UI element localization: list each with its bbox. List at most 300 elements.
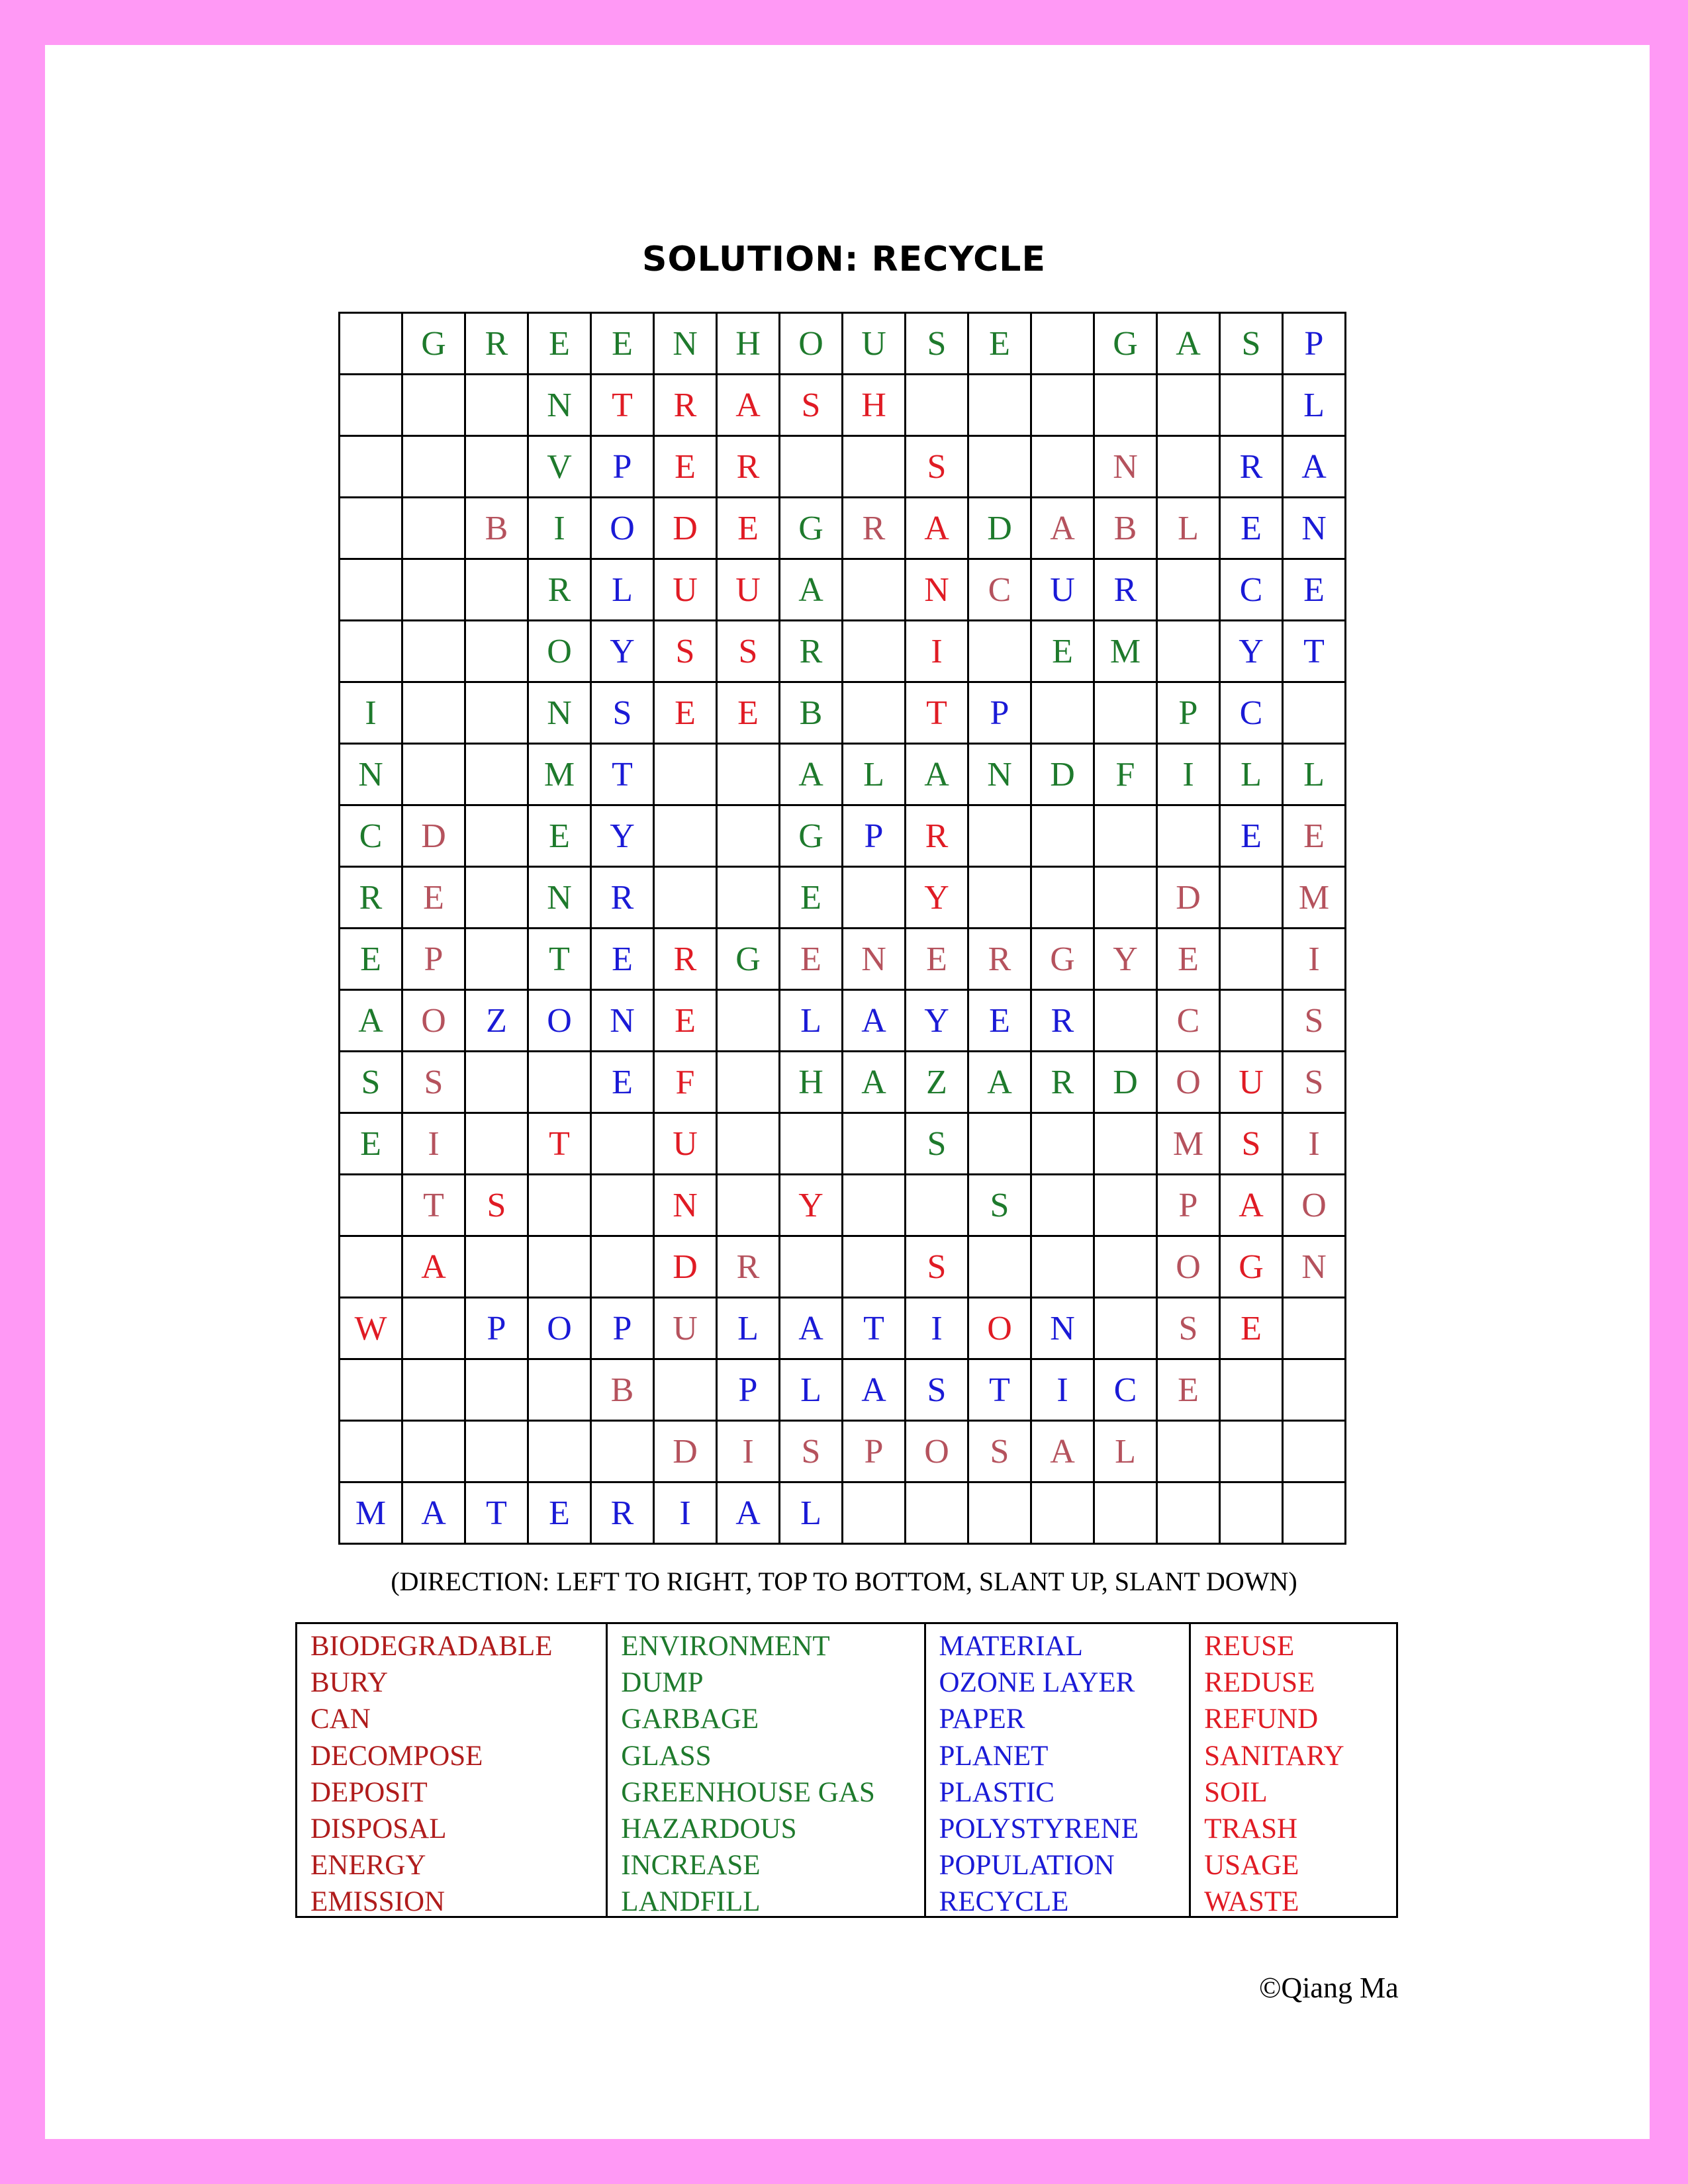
grid-cell: I <box>402 1113 465 1175</box>
grid-cell <box>1157 1482 1220 1544</box>
grid-cell <box>465 375 528 436</box>
copyright: ©Qiang Ma <box>1259 1972 1399 2004</box>
grid-cell: S <box>780 375 843 436</box>
grid-cell <box>1220 1359 1283 1421</box>
grid-row <box>340 1421 1346 1482</box>
grid-cell <box>402 498 465 559</box>
grid-cell: M <box>528 744 591 805</box>
grid-cell <box>1283 1421 1346 1482</box>
grid-cell: P <box>843 1421 906 1482</box>
grid-cell: R <box>591 1482 654 1544</box>
grid-cell <box>528 1421 591 1482</box>
grid-cell: A <box>968 1052 1031 1113</box>
grid-cell: S <box>968 1175 1031 1236</box>
grid-cell: B <box>591 1359 654 1421</box>
grid-cell: R <box>340 867 402 929</box>
grid-cell <box>465 559 528 621</box>
grid-cell: W <box>340 1298 402 1359</box>
grid-cell <box>717 1113 780 1175</box>
grid-cell: R <box>528 559 591 621</box>
grid-cell: N <box>1283 498 1346 559</box>
grid-cell <box>340 313 402 375</box>
word-list-item: SOIL <box>1204 1776 1268 1808</box>
grid-cell: L <box>591 559 654 621</box>
grid-cell <box>1220 929 1283 990</box>
word-list-item: BIODEGRADABLE <box>310 1631 553 1662</box>
grid-cell <box>968 1236 1031 1298</box>
grid-cell: S <box>654 621 717 682</box>
grid-cell: R <box>591 867 654 929</box>
grid-cell <box>402 559 465 621</box>
grid-cell: A <box>906 744 968 805</box>
word-list-item: PAPER <box>939 1704 1025 1735</box>
grid-cell: T <box>528 929 591 990</box>
word-list-item: GREENHOUSE GAS <box>621 1776 875 1808</box>
grid-cell: E <box>1220 498 1283 559</box>
grid-cell <box>717 744 780 805</box>
grid-cell: E <box>591 1052 654 1113</box>
grid-cell <box>591 1175 654 1236</box>
grid-cell: E <box>717 498 780 559</box>
grid-cell: N <box>968 744 1031 805</box>
grid-cell <box>654 805 717 867</box>
word-list-item: REUSE <box>1204 1631 1295 1662</box>
word-list-item: SANITARY <box>1204 1740 1344 1772</box>
grid-row <box>340 313 1346 375</box>
grid-cell: E <box>340 1113 402 1175</box>
grid-cell <box>968 867 1031 929</box>
grid-cell: C <box>1094 1359 1157 1421</box>
grid-cell: R <box>717 1236 780 1298</box>
grid-row <box>340 1236 1346 1298</box>
grid-cell: N <box>340 744 402 805</box>
grid-cell <box>1094 1113 1157 1175</box>
grid-row <box>340 1175 1346 1236</box>
grid-cell <box>906 375 968 436</box>
grid-cell: R <box>1094 559 1157 621</box>
grid-cell <box>402 1298 465 1359</box>
grid-cell <box>1094 682 1157 744</box>
word-list-item: MATERIAL <box>939 1631 1083 1662</box>
grid-cell: N <box>528 867 591 929</box>
grid-cell: O <box>1157 1052 1220 1113</box>
word-list-item: CAN <box>310 1704 371 1735</box>
grid-cell: O <box>968 1298 1031 1359</box>
grid-cell: A <box>1220 1175 1283 1236</box>
grid-cell: P <box>465 1298 528 1359</box>
grid-cell: E <box>591 929 654 990</box>
grid-row <box>340 621 1346 682</box>
grid-cell <box>465 929 528 990</box>
word-list-item: POPULATION <box>939 1850 1115 1882</box>
grid-cell: N <box>528 375 591 436</box>
grid-cell <box>465 1113 528 1175</box>
grid-cell: A <box>843 1052 906 1113</box>
grid-cell: M <box>1094 621 1157 682</box>
grid-cell: E <box>906 929 968 990</box>
grid-cell <box>1031 1482 1094 1544</box>
grid-cell: D <box>968 498 1031 559</box>
word-list-column <box>924 1624 1190 1916</box>
grid-cell: L <box>717 1298 780 1359</box>
grid-cell: T <box>402 1175 465 1236</box>
grid-cell: I <box>528 498 591 559</box>
grid-cell: M <box>1283 867 1346 929</box>
grid-cell <box>1031 805 1094 867</box>
grid-cell: E <box>1283 559 1346 621</box>
grid-cell: B <box>1094 498 1157 559</box>
grid-cell <box>717 805 780 867</box>
grid-cell: L <box>1157 498 1220 559</box>
grid-cell <box>1031 1175 1094 1236</box>
grid-cell: L <box>1220 744 1283 805</box>
grid-cell: S <box>1157 1298 1220 1359</box>
grid-cell: E <box>780 929 843 990</box>
grid-cell <box>340 498 402 559</box>
grid-row <box>340 867 1346 929</box>
grid-cell <box>465 1359 528 1421</box>
grid-cell: Z <box>906 1052 968 1113</box>
word-list-item: PLASTIC <box>939 1776 1055 1808</box>
grid-cell: G <box>1031 929 1094 990</box>
grid-cell <box>1031 375 1094 436</box>
grid-cell: A <box>717 375 780 436</box>
grid-cell <box>1031 1236 1094 1298</box>
grid-cell: S <box>717 621 780 682</box>
grid-cell: N <box>843 929 906 990</box>
grid-cell: S <box>402 1052 465 1113</box>
grid-cell: L <box>780 1482 843 1544</box>
grid-cell <box>1220 867 1283 929</box>
word-list <box>295 1622 1398 1918</box>
grid-row <box>340 1359 1346 1421</box>
grid-cell: E <box>528 1482 591 1544</box>
grid-cell <box>1031 436 1094 498</box>
grid-cell <box>402 682 465 744</box>
grid-cell <box>465 1421 528 1482</box>
grid-cell: I <box>1283 929 1346 990</box>
grid-cell: N <box>906 559 968 621</box>
grid-cell <box>1094 867 1157 929</box>
grid-cell <box>968 436 1031 498</box>
grid-cell: U <box>1220 1052 1283 1113</box>
grid-cell: E <box>402 867 465 929</box>
grid-cell: D <box>654 1421 717 1482</box>
grid-cell <box>402 436 465 498</box>
grid-cell <box>465 436 528 498</box>
grid-cell <box>1094 1175 1157 1236</box>
grid-cell <box>465 1236 528 1298</box>
grid-cell: S <box>1283 1052 1346 1113</box>
grid-cell: R <box>780 621 843 682</box>
grid-cell: T <box>591 744 654 805</box>
word-list-item: POLYSTYRENE <box>939 1813 1139 1845</box>
grid-cell: A <box>1157 313 1220 375</box>
word-list-item: BURY <box>310 1667 389 1699</box>
grid-cell: C <box>968 559 1031 621</box>
grid-cell: L <box>780 1359 843 1421</box>
grid-cell: P <box>402 929 465 990</box>
grid-cell: O <box>528 990 591 1052</box>
grid-cell: E <box>1220 1298 1283 1359</box>
grid-cell: A <box>1283 436 1346 498</box>
grid-cell: E <box>968 990 1031 1052</box>
word-list-item: REDUSE <box>1204 1667 1315 1699</box>
grid-cell <box>843 867 906 929</box>
page-title: SOLUTION: RECYCLE <box>642 240 1046 279</box>
grid-cell <box>1157 559 1220 621</box>
grid-cell <box>906 1482 968 1544</box>
grid-cell <box>968 1113 1031 1175</box>
grid-cell: T <box>465 1482 528 1544</box>
grid-cell <box>843 436 906 498</box>
grid-cell: A <box>1031 1421 1094 1482</box>
grid-cell <box>654 744 717 805</box>
grid-cell <box>1157 375 1220 436</box>
grid-cell <box>465 621 528 682</box>
grid-row <box>340 744 1346 805</box>
grid-cell: P <box>717 1359 780 1421</box>
grid-cell: R <box>1220 436 1283 498</box>
grid-cell: S <box>1220 313 1283 375</box>
grid-cell <box>1094 805 1157 867</box>
grid-cell: S <box>591 682 654 744</box>
grid-cell <box>843 559 906 621</box>
grid-cell <box>1094 1482 1157 1544</box>
grid-cell: T <box>528 1113 591 1175</box>
grid-cell <box>591 1113 654 1175</box>
grid-cell <box>968 1482 1031 1544</box>
word-list-column <box>1189 1624 1396 1916</box>
grid-cell <box>465 805 528 867</box>
grid-cell <box>1283 1359 1346 1421</box>
direction-note: (DIRECTION: LEFT TO RIGHT, TOP TO BOTTOM, SLANT UP, SLANT DOWN) <box>391 1567 1297 1596</box>
grid-cell: E <box>1283 805 1346 867</box>
grid-cell <box>1031 682 1094 744</box>
grid-cell: D <box>1094 1052 1157 1113</box>
grid-cell: A <box>780 559 843 621</box>
grid-cell <box>717 1052 780 1113</box>
grid-cell <box>1031 867 1094 929</box>
grid-cell <box>780 1236 843 1298</box>
grid-cell: Y <box>906 867 968 929</box>
grid-cell: V <box>528 436 591 498</box>
grid-cell: M <box>340 1482 402 1544</box>
grid-cell: G <box>780 498 843 559</box>
grid-cell <box>1157 436 1220 498</box>
grid-cell: D <box>654 1236 717 1298</box>
grid-cell <box>528 1052 591 1113</box>
grid-cell: P <box>1283 313 1346 375</box>
grid-cell: A <box>402 1482 465 1544</box>
grid-cell: R <box>843 498 906 559</box>
word-list-column <box>297 1624 606 1916</box>
grid-cell: S <box>906 1113 968 1175</box>
grid-row <box>340 682 1346 744</box>
grid-cell: E <box>1220 805 1283 867</box>
grid-cell: I <box>1283 1113 1346 1175</box>
word-list-item: ENVIRONMENT <box>621 1631 830 1662</box>
grid-cell <box>843 1113 906 1175</box>
grid-cell: N <box>1283 1236 1346 1298</box>
grid-cell: L <box>843 744 906 805</box>
grid-cell <box>1283 682 1346 744</box>
grid-cell: I <box>654 1482 717 1544</box>
grid-cell: R <box>1031 1052 1094 1113</box>
grid-cell: S <box>968 1421 1031 1482</box>
grid-cell: T <box>1283 621 1346 682</box>
grid-cell <box>465 867 528 929</box>
word-list-item: TRASH <box>1204 1813 1298 1845</box>
grid-cell: O <box>528 1298 591 1359</box>
grid-cell <box>465 682 528 744</box>
grid-cell: E <box>654 436 717 498</box>
grid-cell: Z <box>465 990 528 1052</box>
grid-cell <box>340 1421 402 1482</box>
grid-cell <box>843 621 906 682</box>
grid-cell <box>465 1052 528 1113</box>
grid-cell: P <box>1157 1175 1220 1236</box>
grid-cell <box>1094 990 1157 1052</box>
word-list-item: GARBAGE <box>621 1704 759 1735</box>
grid-cell: E <box>654 990 717 1052</box>
grid-cell <box>402 744 465 805</box>
grid-cell: A <box>402 1236 465 1298</box>
grid-cell: C <box>340 805 402 867</box>
grid-cell <box>1094 375 1157 436</box>
grid-cell <box>780 1113 843 1175</box>
grid-cell: E <box>1031 621 1094 682</box>
grid-cell: N <box>1031 1298 1094 1359</box>
grid-cell: A <box>780 744 843 805</box>
grid-row <box>340 929 1346 990</box>
grid-cell: L <box>1094 1421 1157 1482</box>
grid-cell: P <box>968 682 1031 744</box>
grid-cell: T <box>906 682 968 744</box>
grid-cell: B <box>465 498 528 559</box>
grid-cell: R <box>1031 990 1094 1052</box>
grid-cell <box>1220 990 1283 1052</box>
grid-row <box>340 1113 1346 1175</box>
grid-cell <box>340 1359 402 1421</box>
grid-cell: R <box>465 313 528 375</box>
grid-cell: Y <box>591 805 654 867</box>
grid-cell: I <box>906 1298 968 1359</box>
grid-cell: H <box>717 313 780 375</box>
grid-cell: U <box>654 559 717 621</box>
grid-cell: O <box>1283 1175 1346 1236</box>
grid-cell: C <box>1220 682 1283 744</box>
word-list-item: DISPOSAL <box>310 1813 447 1845</box>
grid-cell: O <box>402 990 465 1052</box>
grid-cell <box>340 1175 402 1236</box>
grid-cell <box>1157 805 1220 867</box>
grid-cell: S <box>906 436 968 498</box>
grid-cell: R <box>906 805 968 867</box>
grid-cell: D <box>402 805 465 867</box>
grid-cell: R <box>968 929 1031 990</box>
grid-cell: O <box>528 621 591 682</box>
grid-cell <box>1031 313 1094 375</box>
grid-cell: A <box>340 990 402 1052</box>
grid-cell: A <box>843 990 906 1052</box>
grid-cell <box>402 1359 465 1421</box>
word-list-item: DUMP <box>621 1667 704 1699</box>
grid-cell: Y <box>591 621 654 682</box>
grid-cell: E <box>780 867 843 929</box>
grid-cell: P <box>843 805 906 867</box>
grid-cell <box>654 867 717 929</box>
word-list-item: WASTE <box>1204 1886 1299 1918</box>
grid-cell: E <box>591 313 654 375</box>
grid-cell: S <box>906 1359 968 1421</box>
grid-cell: C <box>1157 990 1220 1052</box>
grid-cell <box>843 1175 906 1236</box>
word-list-item: PLANET <box>939 1740 1049 1772</box>
grid-cell: Y <box>1094 929 1157 990</box>
grid-row <box>340 1482 1346 1544</box>
grid-cell: R <box>717 436 780 498</box>
grid-cell <box>1094 1236 1157 1298</box>
grid-cell: E <box>340 929 402 990</box>
grid-row <box>340 805 1346 867</box>
grid-cell: G <box>717 929 780 990</box>
grid-cell: O <box>1157 1236 1220 1298</box>
grid-cell <box>402 375 465 436</box>
grid-cell: L <box>1283 744 1346 805</box>
grid-cell: G <box>1094 313 1157 375</box>
grid-cell <box>1283 1482 1346 1544</box>
grid-cell: S <box>906 1236 968 1298</box>
grid-cell: E <box>654 682 717 744</box>
grid-cell: P <box>591 436 654 498</box>
grid-cell: Y <box>1220 621 1283 682</box>
grid-cell <box>1094 1298 1157 1359</box>
grid-cell: G <box>1220 1236 1283 1298</box>
grid-cell: N <box>528 682 591 744</box>
word-search-grid <box>338 312 1346 1545</box>
grid-cell: G <box>780 805 843 867</box>
grid-cell: N <box>654 313 717 375</box>
grid-cell <box>340 559 402 621</box>
grid-cell: M <box>1157 1113 1220 1175</box>
grid-cell <box>340 375 402 436</box>
grid-cell <box>843 1236 906 1298</box>
word-list-item: LANDFILL <box>621 1886 761 1918</box>
grid-cell: I <box>1157 744 1220 805</box>
grid-cell <box>465 744 528 805</box>
grid-cell: H <box>843 375 906 436</box>
grid-cell <box>843 1482 906 1544</box>
grid-row <box>340 498 1346 559</box>
grid-cell: Y <box>906 990 968 1052</box>
grid-row <box>340 990 1346 1052</box>
word-list-item: ENERGY <box>310 1850 426 1882</box>
word-list-item: DECOMPOSE <box>310 1740 483 1772</box>
grid-cell <box>968 805 1031 867</box>
grid-cell: I <box>1031 1359 1094 1421</box>
grid-cell <box>906 1175 968 1236</box>
grid-cell: L <box>780 990 843 1052</box>
grid-cell: N <box>591 990 654 1052</box>
word-list-item: RECYCLE <box>939 1886 1069 1918</box>
grid-cell: S <box>1220 1113 1283 1175</box>
grid-cell: A <box>843 1359 906 1421</box>
grid-cell: C <box>1220 559 1283 621</box>
grid-cell: A <box>906 498 968 559</box>
grid-cell: O <box>591 498 654 559</box>
grid-cell <box>968 621 1031 682</box>
